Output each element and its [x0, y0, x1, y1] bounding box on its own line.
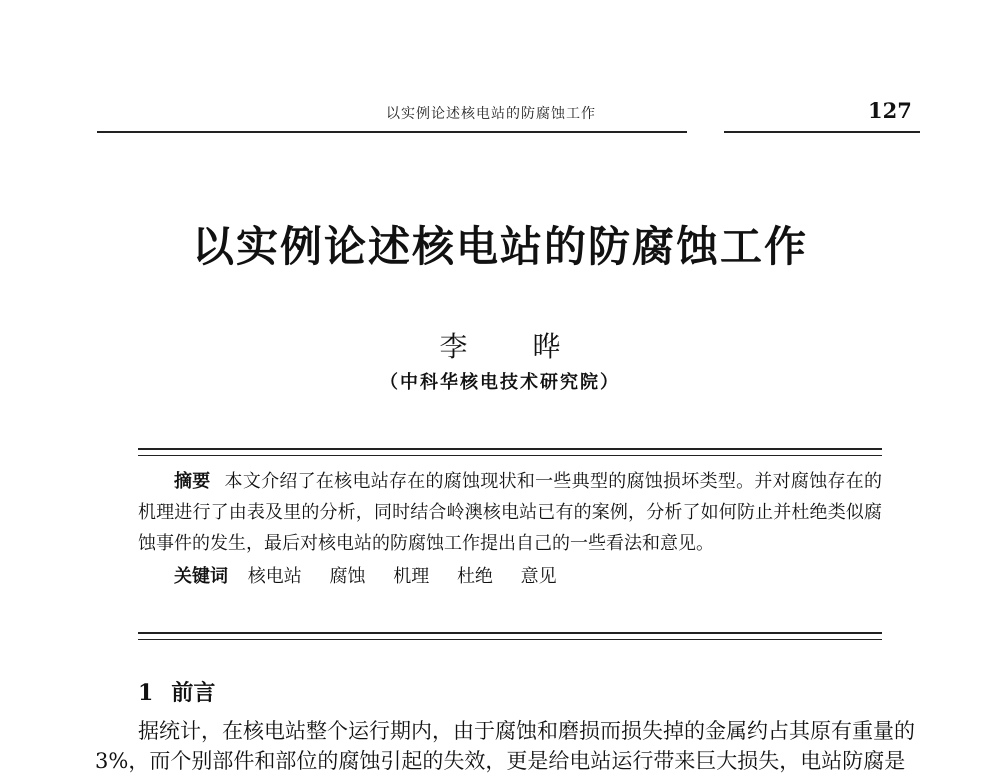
keywords-line — [174, 561, 882, 592]
running-head-title: 以实例论述核电站的防腐蚀工作 — [386, 106, 596, 122]
abstract-paragraph — [138, 466, 882, 559]
author-affiliation: （中科华核电技术研究院） — [380, 372, 620, 393]
page-number: 127 — [868, 98, 912, 123]
keyword: 腐蚀 — [329, 566, 366, 587]
header-rule — [724, 131, 920, 133]
paper-title: 以实例论述核电站的防腐蚀工作 — [191, 222, 808, 271]
keywords-label: 关键词 — [174, 566, 228, 587]
header-rule — [97, 131, 687, 133]
body-paragraph-line-cut: 3%，而个别部件和部位的腐蚀引起的失效，更是给电站运行带来巨大损失，电站防腐是 — [95, 749, 906, 773]
abstract-bottom-rule — [138, 632, 882, 640]
abstract-block — [138, 466, 882, 592]
author-name: 李 晔 — [439, 330, 589, 363]
keyword: 机理 — [393, 566, 430, 587]
body-paragraph-line: 据统计，在核电站整个运行期内，由于腐蚀和磨损而损失掉的金属约占其原有重量的 — [138, 719, 915, 743]
abstract-text: 本文介绍了在核电站存在的腐蚀现状和一些典型的腐蚀损坏类型。并对腐蚀存在的机理进行了由表及里的分析，同时结合岭澳核电站已有的案例，分析了如何防止并杜绝类似腐蚀事件的发生，最后对核电站的防腐蚀工作提出自己的一些看法和意见。 — [138, 471, 883, 554]
keyword: 杜绝 — [456, 566, 493, 587]
section-number: 1 — [138, 680, 154, 706]
abstract-top-rule — [138, 448, 882, 456]
running-head — [0, 0, 1000, 140]
section-title: 前言 — [171, 680, 216, 706]
keyword: 核电站 — [247, 566, 302, 587]
keyword: 意见 — [520, 566, 557, 587]
abstract-label: 摘要 — [174, 471, 211, 492]
section-heading — [138, 676, 215, 707]
